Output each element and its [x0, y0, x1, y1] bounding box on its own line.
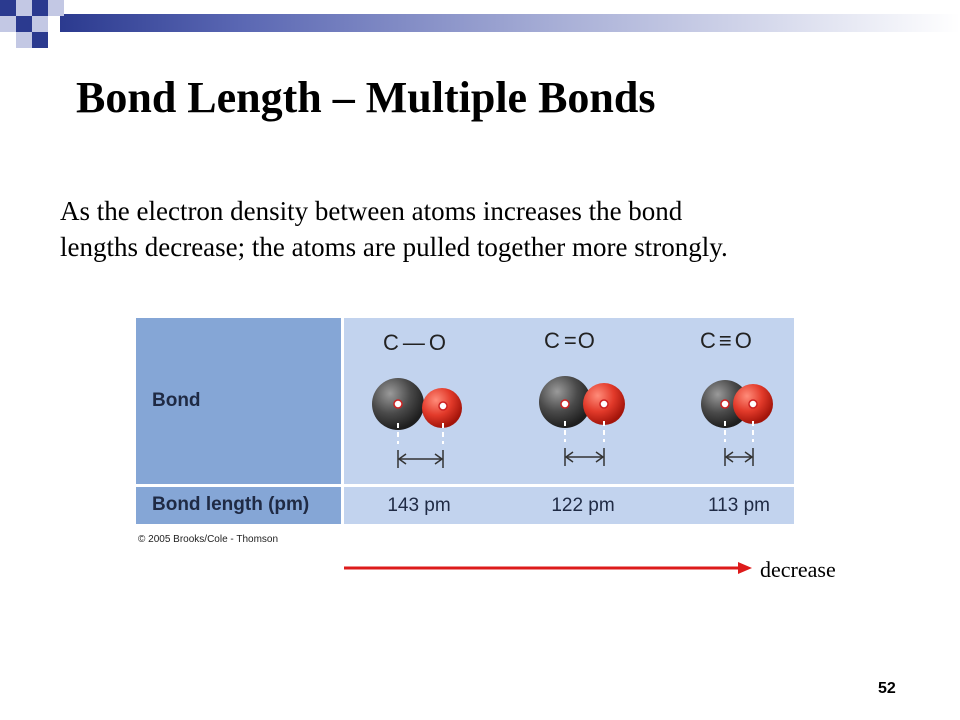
- formula-triple: [700, 328, 752, 354]
- formula-double: [544, 328, 595, 354]
- row-header-bond-length: Bond length (pm): [152, 494, 310, 515]
- atom-o: O: [734, 328, 752, 353]
- bond-length-table: [136, 318, 794, 548]
- deco-square: [48, 0, 64, 16]
- bond-symbol: ≡: [718, 328, 732, 353]
- bond-symbol: =: [563, 328, 574, 353]
- body-text: [60, 193, 920, 265]
- deco-square: [0, 16, 16, 32]
- slide-title: Bond Length – Multiple Bonds: [76, 73, 656, 122]
- decrease-arrow: [340, 558, 760, 578]
- deco-square: [16, 32, 32, 48]
- deco-square: [16, 16, 32, 32]
- bond-symbol: —: [402, 330, 425, 355]
- row-header-bond: Bond: [152, 390, 201, 411]
- atom-c: C: [544, 328, 560, 353]
- body-line: As the electron density between atoms increases the bond: [60, 196, 683, 226]
- atom-o: O: [428, 330, 447, 355]
- copyright-text: © 2005 Brooks/Cole - Thomson: [138, 534, 279, 545]
- page-number: 52: [878, 680, 896, 697]
- top-decoration-bar: [0, 0, 960, 60]
- deco-square: [32, 16, 48, 32]
- bond-length-value: 122 pm: [551, 495, 615, 516]
- deco-square: [32, 32, 48, 48]
- bond-length-value: 143 pm: [387, 495, 451, 516]
- deco-square: [32, 0, 48, 16]
- atom-c: C: [700, 328, 716, 353]
- atom-o: O: [577, 328, 595, 353]
- formula-single: [383, 330, 446, 356]
- deco-square: [0, 0, 16, 16]
- gradient-bar: [60, 14, 960, 32]
- atom-c: C: [383, 330, 399, 355]
- body-line: lengths decrease; the atoms are pulled together more strongly.: [60, 232, 728, 262]
- bond-length-value: 113 pm: [708, 495, 770, 516]
- deco-square: [16, 0, 32, 16]
- decrease-label: decrease: [760, 557, 836, 582]
